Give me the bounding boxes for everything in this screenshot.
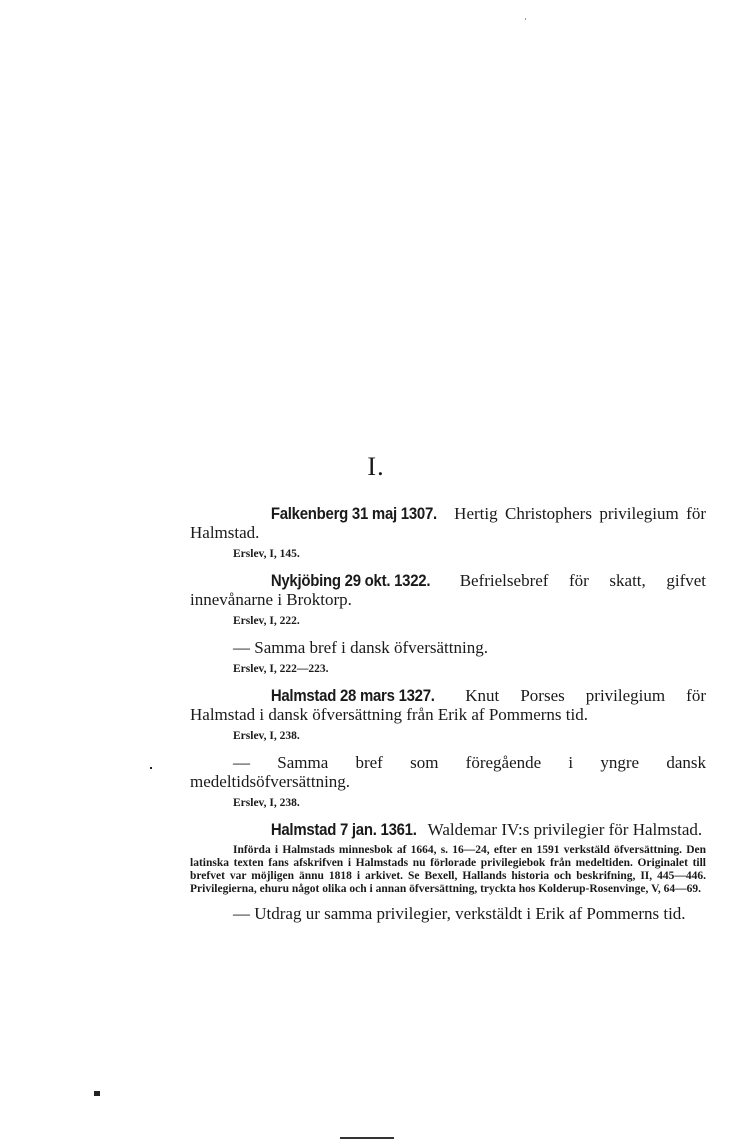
charter-entry (190, 753, 706, 791)
charter-entry (190, 686, 706, 724)
entry-text: — Utdrag ur samma privilegier, verkstäldt i Erik af Pommerns tid. (233, 904, 686, 923)
entry-text: Knut Porses privilegium för Halmstad i dansk öfversättning från Erik af Pommerns tid. (190, 686, 707, 724)
charter-entry (190, 904, 706, 923)
charter-entry (190, 820, 706, 839)
entry-heading: Nykjöbing 29 okt. 1322. (270, 571, 431, 590)
entry-note: Införda i Halmstads minnesbok af 1664, s. 16—24, efter en 1591 verkstäld öfversättning. Den latinska texten fans afskrifven i Halmstads nu förlorade privilegiebok från medeltiden. Originalet till brefvet var möjligen ännu 1818 i arkivet. Se Bexell, Hallands historia och beskrifning, II, 445—446. Privilegierna, ehuru något olika och i annan öfversättning, tryckta hos Kolderup-Rosenvinge, V, 64—69. (190, 844, 706, 895)
charter-entry (190, 571, 706, 609)
entry-text: Hertig Christophers privilegium för Halmstad. (190, 504, 706, 542)
entry-heading: Halmstad 7 jan. 1361. (270, 820, 417, 839)
entry-reference: Erslev, I, 222. (233, 615, 300, 627)
entry-heading: Halmstad 28 mars 1327. (270, 686, 435, 705)
bottom-rule (340, 1137, 394, 1139)
entry-text: Befrielsebref för skatt, gifvet innevånarne i Broktorp. (190, 571, 706, 609)
scan-speck (150, 767, 152, 769)
charter-entry (190, 638, 706, 657)
entry-text: — Samma bref som föregående i yngre dansk medeltidsöfversättning. (190, 753, 706, 791)
charter-list (190, 504, 706, 923)
entry-reference: Erslev, I, 238. (233, 797, 300, 809)
entry-heading: Falkenberg 31 maj 1307. (270, 504, 437, 523)
entry-reference: Erslev, I, 222—223. (233, 663, 329, 675)
chapter-numeral: I. (367, 452, 385, 481)
entry-reference: Erslev, I, 145. (233, 548, 300, 560)
entry-reference: Erslev, I, 238. (233, 730, 300, 742)
entry-text: — Samma bref i dansk öfversättning. (233, 638, 488, 657)
scan-speck (94, 1091, 100, 1096)
scan-speck (525, 18, 526, 20)
entry-text: Waldemar IV:s privilegier för Halmstad. (427, 820, 703, 839)
charter-entry (190, 504, 706, 542)
